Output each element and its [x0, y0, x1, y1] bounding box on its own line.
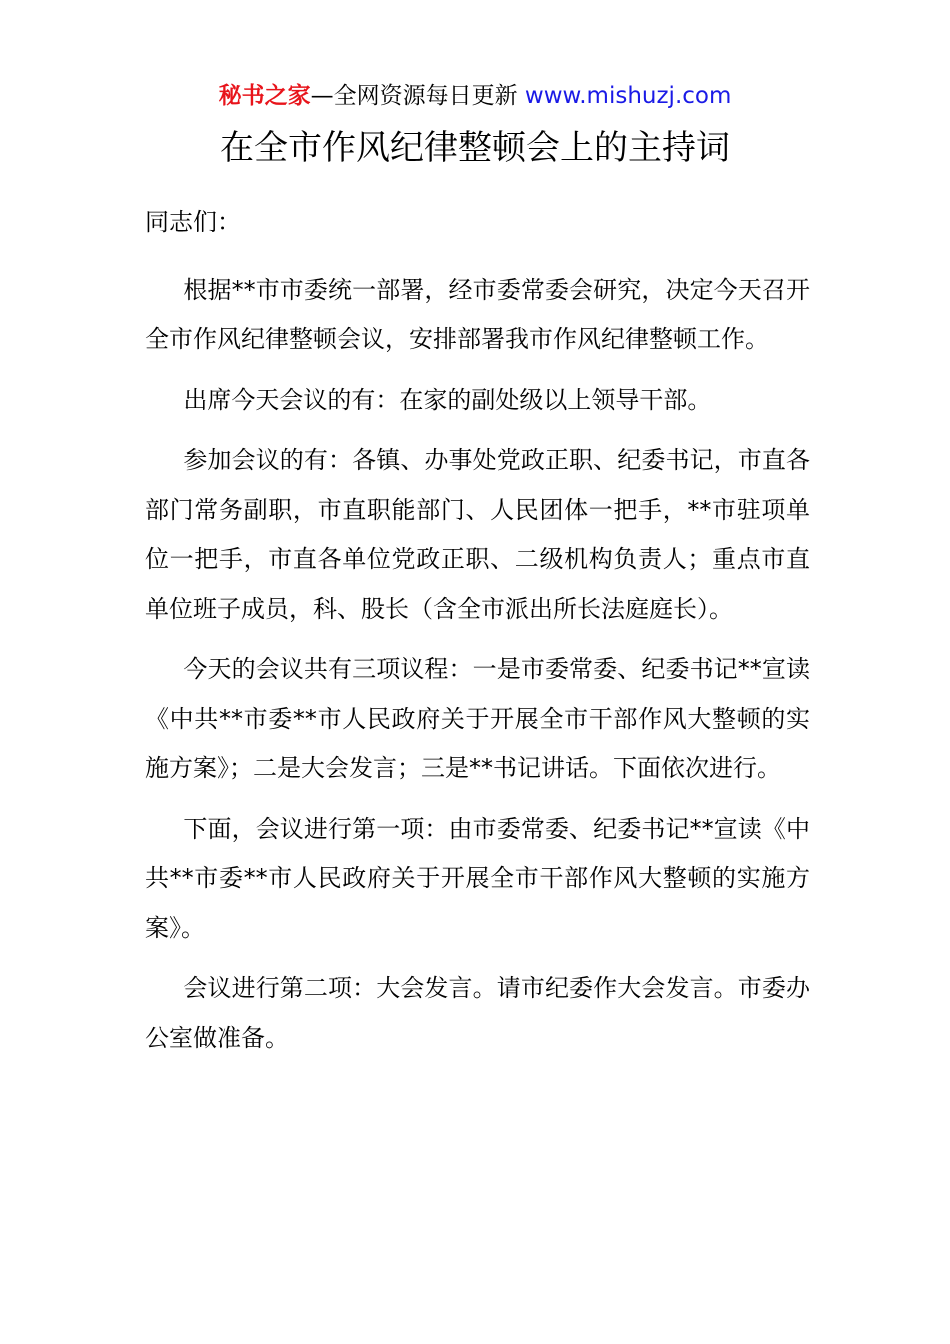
- brand-name: 秘书之家: [218, 83, 311, 109]
- document-body: [145, 198, 810, 1074]
- document-title: 在全市作风纪律整顿会上的主持词: [220, 128, 730, 168]
- paragraph: 下面，会议进行第一项：由市委常委、纪委书记**宣读《中共**市委**市人民政府关于开展全市干部作风大整顿的实施方案》。: [145, 814, 810, 942]
- paragraph: 今天的会议共有三项议程：一是市委常委、纪委书记**宣读《中共**市委**市人民政府关于开展全市干部作风大整顿的实施方案》；二是大会发言；三是**书记讲话。下面依次进行。: [145, 655, 810, 782]
- site-url-link[interactable]: www.mishuzj.com: [524, 83, 732, 109]
- paragraph: 出席今天会议的有：在家的副处级以上领导干部。: [183, 385, 712, 414]
- salutation: 同志们：: [145, 208, 241, 236]
- paragraph: 会议进行第二项：大会发言。请市纪委作大会发言。市委办公室做准备。: [145, 974, 810, 1052]
- paragraph: 参加会议的有：各镇、办事处党政正职、纪委书记，市直各部门常务副职，市直职能部门、人民团体一把手，**市驻项单位一把手，市直各单位党政正职、二级机构负责人；重点市直单位班子成员，科、股长（含全市派出所长法庭庭长）。: [145, 446, 810, 623]
- site-header: [0, 80, 950, 112]
- paragraph: 根据**市市委统一部署，经市委常委会研究，决定今天召开全市作风纪律整顿会议，安排部署我市作风纪律整顿工作。: [145, 275, 810, 353]
- header-tagline: —全网资源每日更新: [310, 83, 518, 109]
